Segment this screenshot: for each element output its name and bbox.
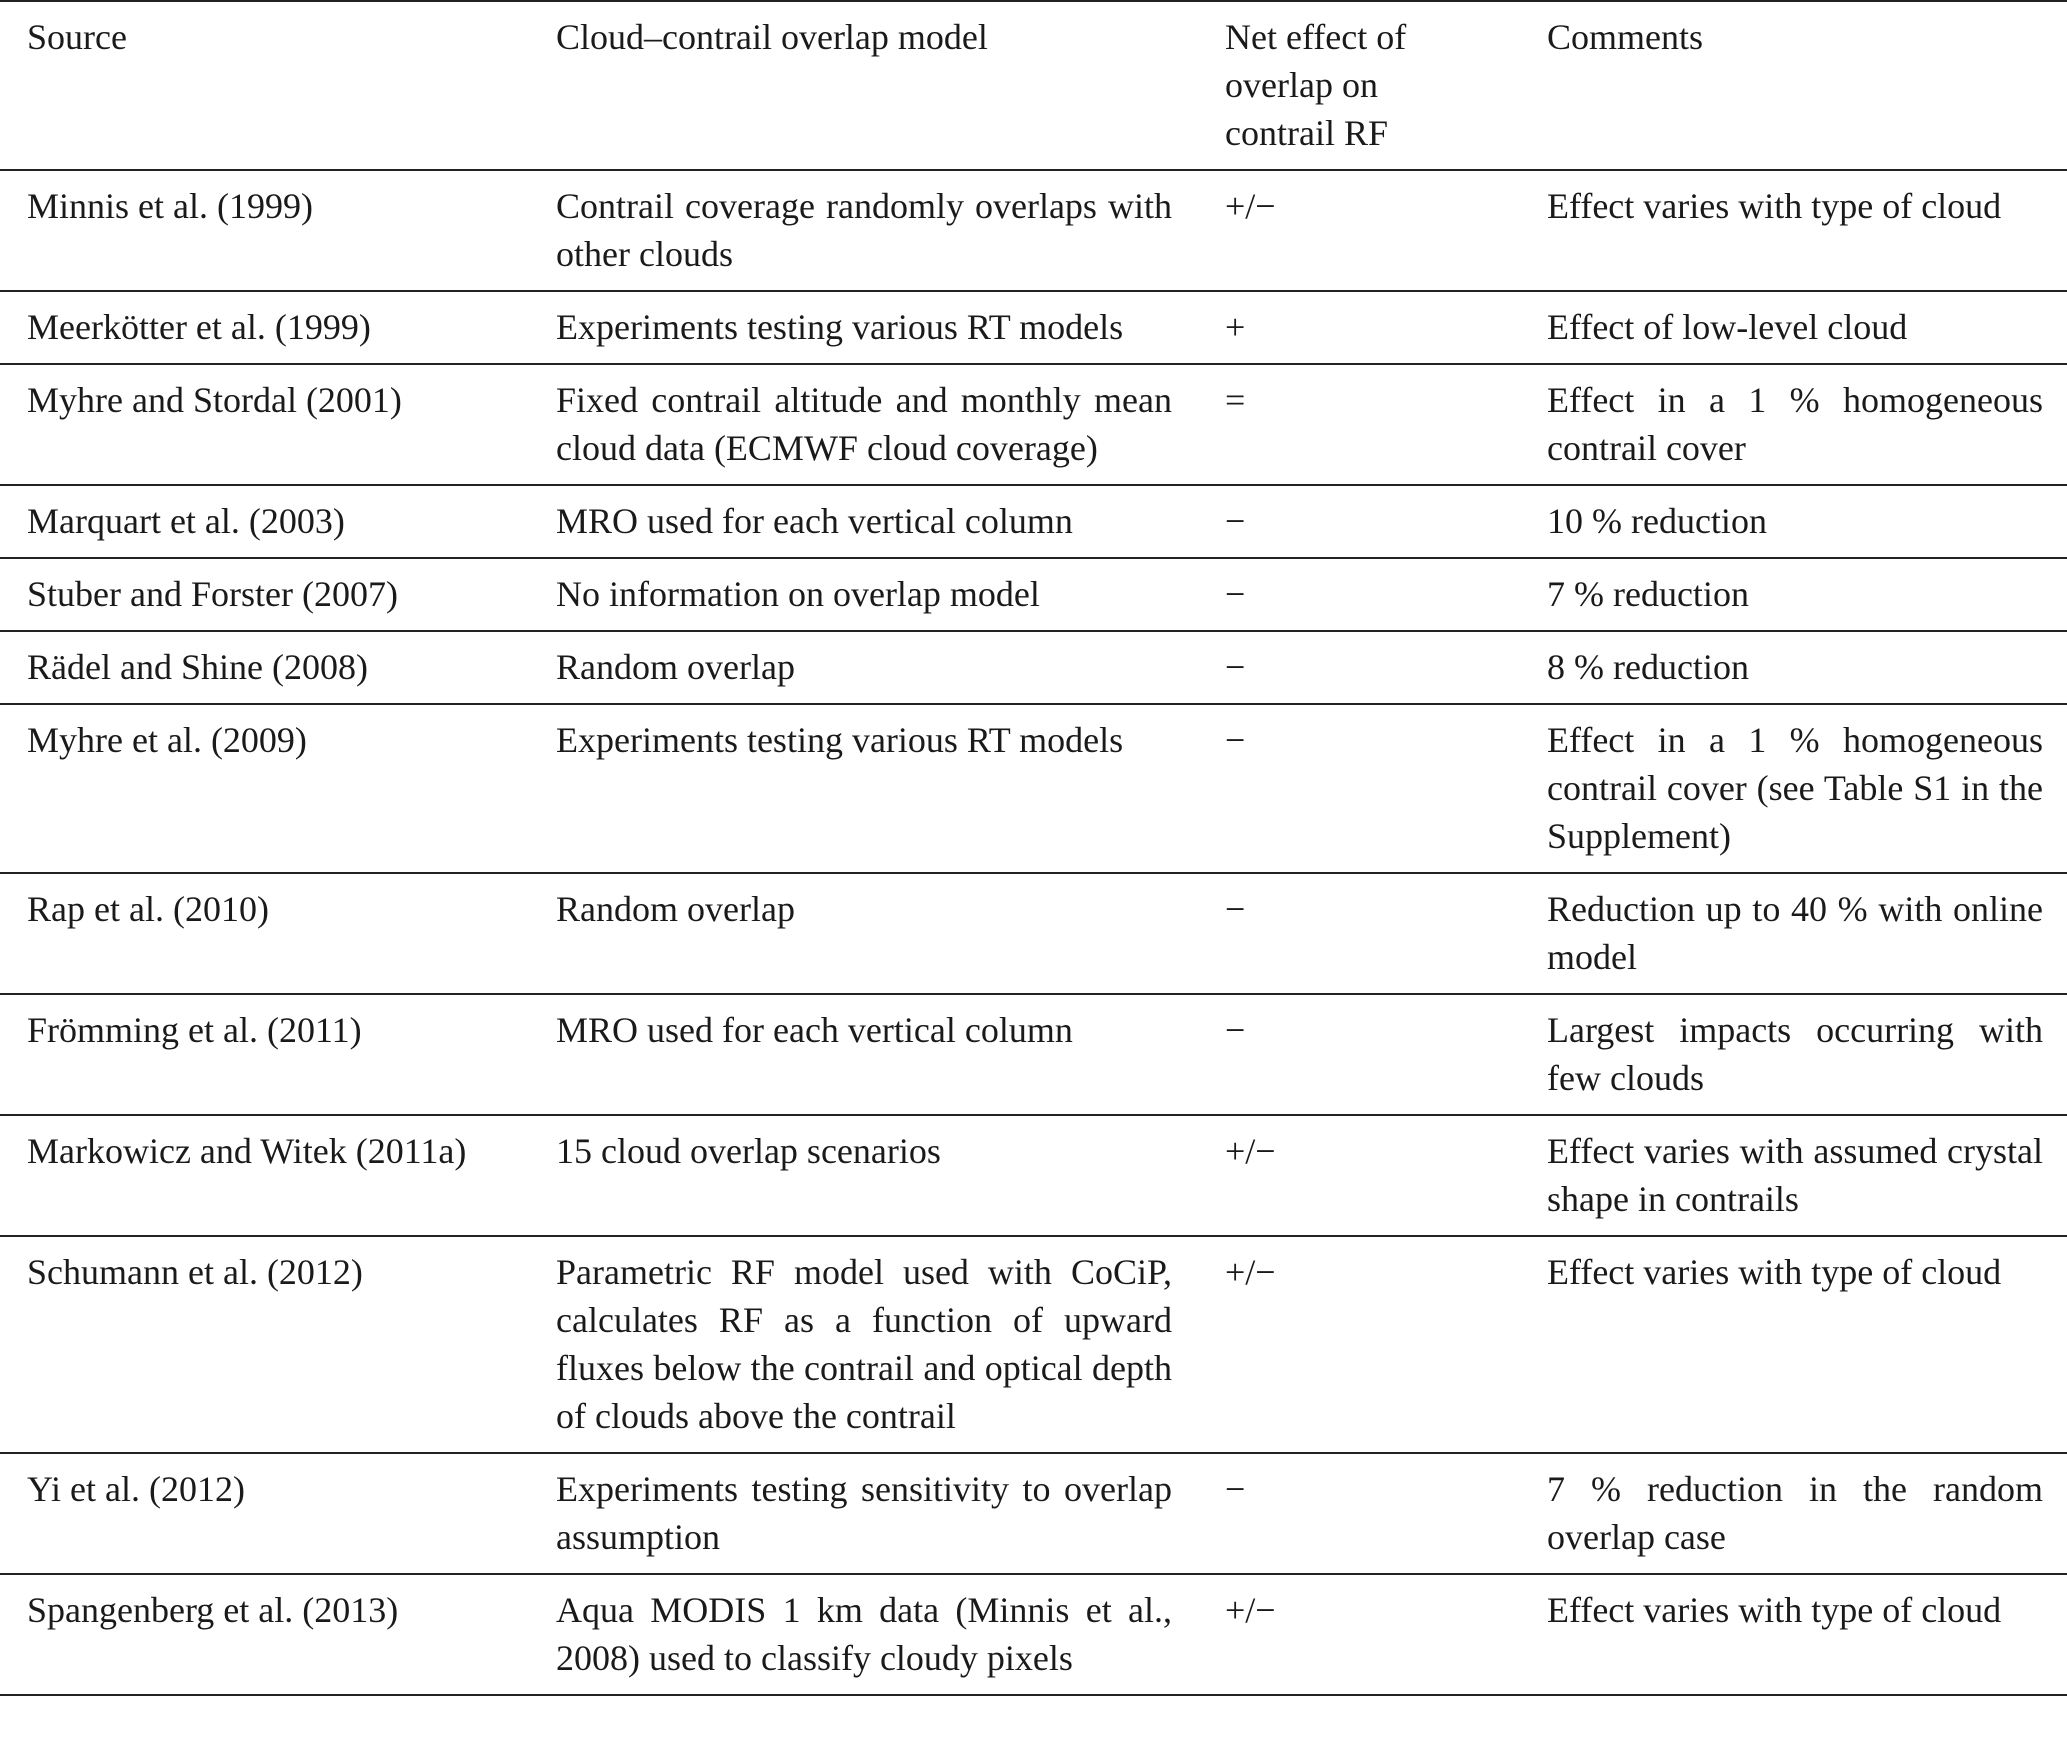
cell-source: Rap et al. (2010) (27, 889, 269, 929)
header-net-effect: Net effect of overlap on contrail RF (1225, 17, 1407, 153)
cell-source: Frömming et al. (2011) (27, 1010, 362, 1050)
cell-model: Experiments testing sensitivity to overlap assumption (556, 1469, 1172, 1557)
cell-model: 15 cloud overlap scenarios (556, 1131, 941, 1171)
cell-effect: +/− (1225, 1131, 1276, 1171)
cell-comments: Effect varies with assumed crystal shape in contrails (1547, 1131, 2043, 1219)
cell-comments: 7 % reduction in the random overlap case (1547, 1469, 2043, 1557)
cell-comments: 7 % reduction (1547, 574, 1749, 614)
table-row (0, 170, 2067, 291)
table-row (0, 704, 2067, 873)
header-overlap-model: Cloud–contrail overlap model (556, 17, 988, 57)
cell-effect: = (1225, 380, 1246, 420)
cell-model: Random overlap (556, 647, 795, 687)
cell-effect: − (1225, 501, 1246, 541)
table-row (0, 994, 2067, 1115)
cell-effect: − (1225, 574, 1246, 614)
cell-comments: Effect in a 1 % homogeneous contrail cover (see Table S1 in the Supplement) (1547, 720, 2043, 856)
cell-model: Experiments testing various RT models (556, 307, 1124, 347)
cell-source: Yi et al. (2012) (27, 1469, 245, 1509)
cell-comments: Effect in a 1 % homogeneous contrail cover (1547, 380, 2043, 468)
cell-effect: − (1225, 720, 1246, 760)
cell-source: Myhre et al. (2009) (27, 720, 307, 760)
header-row (0, 1, 2067, 170)
cell-model: Random overlap (556, 889, 795, 929)
cell-model: Parametric RF model used with CoCiP, calculates RF as a function of upward fluxes below the contrail and optical depth of clouds above the contrail (556, 1252, 1172, 1436)
cell-comments: Effect varies with type of cloud (1547, 1252, 2002, 1292)
cell-source: Schumann et al. (2012) (27, 1252, 363, 1292)
table-row (0, 1236, 2067, 1453)
cell-comments: Effect varies with type of cloud (1547, 1590, 2002, 1630)
cell-effect: − (1225, 1010, 1246, 1050)
cell-effect: +/− (1225, 186, 1276, 226)
cell-comments: 8 % reduction (1547, 647, 1749, 687)
cell-effect: − (1225, 647, 1246, 687)
cell-model: MRO used for each vertical column (556, 501, 1073, 541)
cell-model: Fixed contrail altitude and monthly mean cloud data (ECMWF cloud coverage) (556, 380, 1172, 468)
table-row (0, 558, 2067, 631)
table-row (0, 873, 2067, 994)
cell-effect: − (1225, 889, 1246, 929)
cell-model: MRO used for each vertical column (556, 1010, 1073, 1050)
header-comments: Comments (1547, 17, 1704, 57)
header-source: Source (27, 17, 127, 57)
cell-source: Spangenberg et al. (2013) (27, 1590, 399, 1630)
cell-comments: Effect of low-level cloud (1547, 307, 1908, 347)
cell-effect: − (1225, 1469, 1246, 1509)
table-row (0, 364, 2067, 485)
table-row (0, 485, 2067, 558)
cell-source: Meerkötter et al. (1999) (27, 307, 371, 347)
table-row (0, 631, 2067, 704)
table-row (0, 291, 2067, 364)
cell-source: Stuber and Forster (2007) (27, 574, 398, 614)
cell-model: Contrail coverage randomly overlaps with other clouds (556, 186, 1172, 274)
cell-source: Markowicz and Witek (2011a) (27, 1131, 467, 1171)
cell-comments: Largest impacts occurring with few clouds (1547, 1010, 2043, 1098)
cell-comments: Reduction up to 40 % with online model (1547, 889, 2043, 977)
table-row (0, 1574, 2067, 1695)
cell-model: Experiments testing various RT models (556, 720, 1124, 760)
cell-effect: +/− (1225, 1252, 1276, 1292)
cell-source: Rädel and Shine (2008) (27, 647, 368, 687)
cell-comments: 10 % reduction (1547, 501, 1767, 541)
table-row (0, 1115, 2067, 1236)
cell-effect: + (1225, 307, 1246, 347)
cell-effect: +/− (1225, 1590, 1276, 1630)
cell-comments: Effect varies with type of cloud (1547, 186, 2002, 226)
cell-source: Marquart et al. (2003) (27, 501, 345, 541)
cell-source: Minnis et al. (1999) (27, 186, 313, 226)
cell-source: Myhre and Stordal (2001) (27, 380, 402, 420)
table-row (0, 1453, 2067, 1574)
cell-model: Aqua MODIS 1 km data (Minnis et al., 2008) used to classify cloudy pixels (556, 1590, 1172, 1678)
cell-model: No information on overlap model (556, 574, 1040, 614)
